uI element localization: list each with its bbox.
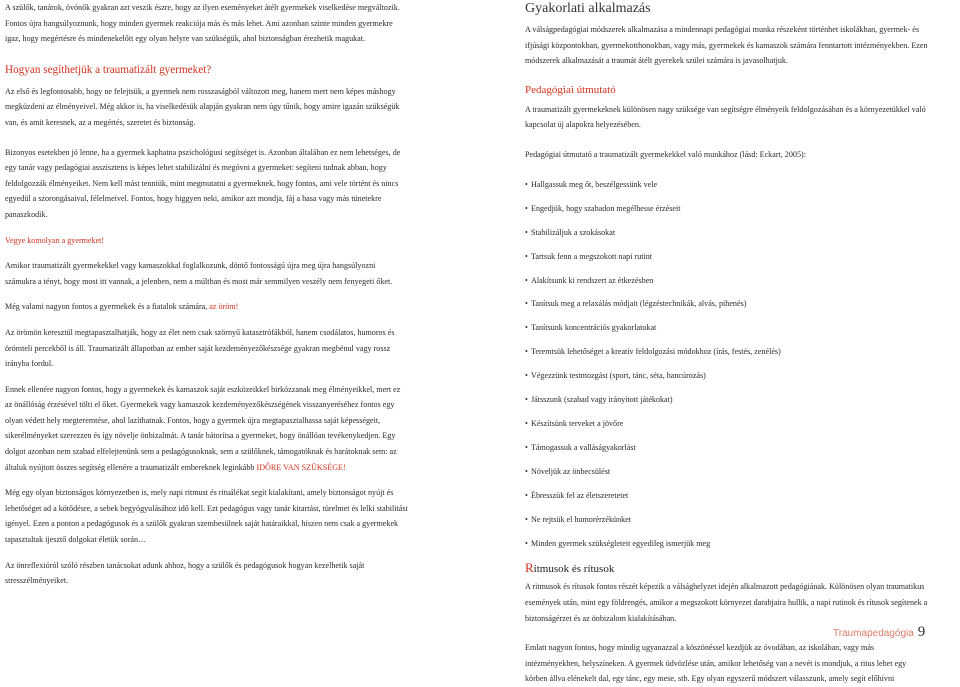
section-title-practice	[525, 0, 930, 18]
joy-text: Még valami nagyon fontos a gyermekek és a fiatalok számára,	[5, 302, 210, 312]
guideline-text: Támogassuk a valláságyakorlást	[531, 443, 636, 453]
bullet-icon: •	[525, 419, 528, 429]
bullet-icon: •	[525, 227, 528, 237]
guideline-text: Hallgassuk meg őt, beszélgessünk vele	[531, 179, 658, 189]
paragraph-traumatized-needs: A traumatizált gyermekeknek különösen nagy szüksége van segítségre élményeik feldolgozásában és a környezetükkel való kapcsolat új alapokra helyezésében.	[525, 104, 926, 130]
guideline-item	[525, 225, 930, 241]
title-rest: ati alkalmazás	[570, 1, 651, 16]
joy-emphasis: az öröm!	[209, 302, 239, 312]
time-needed-emphasis: IDŐRE VAN SZÜKSÉGE!	[256, 462, 346, 472]
page-footer	[833, 624, 925, 641]
title-cap: Gyakorl	[525, 1, 571, 16]
guideline-item	[525, 177, 930, 193]
paragraph-rhythms: A ritmusok és rítusok fontos részét képezik a válsághelyzet idején alkalmazott pedagógiának. Különösen olyan traumatikus események után, mint egy földrengés, amikor a megszokott környezet darabjaira hullik, a napi rutinok és rítusok segítenek a biztonságérzet és az önbizalom kialakításában.	[525, 582, 928, 623]
bullet-icon: •	[525, 443, 528, 453]
guideline-text: Engedjük, hogy szabadon megélhesse érzéseit	[531, 203, 681, 213]
guideline-text: Tanítsuk meg a relaxálás módjait (légzéstechnikák, alvás, pihenés)	[531, 299, 747, 309]
guideline-text: Ne rejtsük el humorérzékünket	[531, 515, 632, 525]
paragraph-greeting: Emlatt nagyon fontos, hogy mindig ugyanazzal a köszönéssel kezdjük az óvodában, az iskolában, vagy más intézményekben, helyszíneken. A gyermek üdvözlése után, amikor lehetőség van a nevét is mondjuk, a ritus lehet egy körben állva elénekelt dal, egy tánc, egy mese, stb. Egy olyan egyszerű módszert válasszunk, amely segít előhívni	[525, 643, 907, 684]
guideline-item	[525, 249, 930, 265]
bullet-icon: •	[525, 203, 528, 213]
paragraph-psychologist: Bizonyos esetekben jó lenne, ha a gyermek kaphatna pszichológusi segítséget is. Azonban általában ez nem lehetséges, de egy tanár vagy pedagógiai asszisztens is képes lehet stabilizálni és megóvni a gyermeket: segíteni tudnak abban, hogy feldolgozzák élményeiket. Nem kell mást tenniük, mint megmutatni a gyermeknek, hogy fontos, ami vele történt és nincs egyedül a szorongásaival, félelmeivel. Fontos, hogy higgyen neki, amikor azt mondja, fáj a hasa vagy más tünetekre panaszkodik.	[5, 147, 401, 219]
paragraph-present-moment: Amikor traumatizált gyermekekkel vagy kamaszokkal foglalkozunk, döntő fontosságú újra meg újra hangsúlyozni számukra a tényt, hogy most itt vannak, a jelenben, nem a múltban és most már semmilyen veszély nem fenyegeti őket.	[5, 261, 393, 286]
footer-label: Traumapedagógia	[833, 628, 914, 639]
paragraph-joy	[5, 299, 408, 315]
section-heading-rhythms	[525, 560, 930, 577]
right-column	[525, 0, 930, 687]
guideline-item	[525, 368, 930, 384]
guideline-item	[525, 536, 930, 552]
bullet-icon: •	[525, 371, 528, 381]
paragraph-first-important: Az első és legfontosabb, hogy ne felejtsük, a gyermek nem rosszaságból változott meg, hanem mert nem képes máshogy megküzdeni az élményeivel. Még akkor is, ha viselkedésük alapján gyakran nem úgy tűnik, hogy amire igazán szükségük van, és amit keresnek, az a megértés, szeretet és biztonság.	[5, 86, 400, 127]
page-number: 9	[917, 624, 926, 640]
bullet-icon: •	[525, 539, 528, 549]
bullet-icon: •	[525, 515, 528, 525]
guideline-text: Tartsuk fenn a megszokott napi rutint	[531, 251, 653, 261]
paragraph-through-joy: Az örömön keresztül megtapasztalhatják, hogy az élet nem csak szörnyű katasztrófákból, hanem csodálatos, humoros és örömteli percekből is áll. Traumatizált állapotban az ember saját kezdeményezőkészsége gyakran megbénul vagy rossz irányba fordul.	[5, 327, 395, 369]
bullet-icon: •	[525, 299, 528, 309]
guideline-item	[525, 464, 930, 480]
guideline-item	[525, 488, 930, 504]
guideline-text: Játsszunk (szabad vagy irányított játékokat)	[531, 395, 673, 405]
guideline-item	[525, 344, 930, 360]
callout-take-seriously: Vegye komolyan a gyermeket!	[5, 235, 105, 245]
heading-cap: R	[525, 560, 534, 576]
guideline-item	[525, 320, 930, 336]
guideline-item	[525, 273, 930, 289]
bullet-icon: •	[525, 251, 528, 261]
paragraph-own-means	[5, 382, 408, 476]
guideline-item	[525, 201, 930, 217]
bullet-icon: •	[525, 275, 528, 285]
guideline-text: Minden gyermek szükségleteit egyedileg ismerjük meg	[531, 539, 711, 549]
guideline-item	[525, 512, 930, 528]
paragraph-application: A válságpedagógiai módszerek alkalmazása a mindennapi pedagógiai munka részeként történhet iskolákban, gyermek- és ifjúsági központokban, gyermekotthonokban, vagy más, gyermekek és kamaszok számára fenntartott intézményekben. Ezen módszerek alkalmazását a traumát átélt gyerekek szülei számára is javasolhatjuk.	[525, 25, 928, 66]
bullet-icon: •	[525, 323, 528, 333]
paragraph-guide-intro: Pedagógiai útmutató a traumatizált gyermekekkel való munkához (lásd: Eckart, 2005):	[525, 149, 806, 159]
guideline-text: Teremtsük lehetőséget a kreatív feldolgozási módokhoz (írás, festés, zenélés)	[531, 347, 781, 357]
paragraph-safe-environment: Még egy olyan biztonságos környezetben is, mely napi ritmust és rituálékat segít kialakítani, amely biztonságot nyújt és lehetőséget ad a kötődésre, a sebek begyógyulásához idő kell. Ezt pedagógus vagy tanár kitartást, türelmet és lelki stabilitást igényel. Ezen a ponton a pedagógusok és a szülők gyakran szembesülnek saját határaikkal, hiszen nem csak a gyermekek tapasztaltak ijesztő dolgokat életük során…	[5, 488, 408, 545]
left-column	[5, 0, 408, 589]
guideline-item	[525, 296, 930, 312]
bullet-icon: •	[525, 347, 528, 357]
guideline-item	[525, 440, 930, 456]
bullet-icon: •	[525, 491, 528, 501]
paragraph-self-reflection: Az önreflexióról szóló részben tanácsokat adunk ahhoz, hogy a szülők és pedagógusok hogyan kezelhetik saját stresszélményeiket.	[5, 560, 365, 586]
own-means-text: Ennek ellenére nagyon fontos, hogy a gyermekek és kamaszok saját eszközeikkel birkózzanak meg élményeikkel, mert ez az önállóság érzésével tölti el őket. Gyermekek vagy kamaszok kezdeményezőkészségének visszanyeréséhez fontos egy olyan védett hely megteremtése, ahol lazíthatnak. Fontos, hogy a gyermek újra megtapasztalhassa saját képességeit, sikerélményeket szerezzen és így növelje önbizalmát. A tanár bátorítsa a gyermeket, hogy önállóan tevékenykedjen. Egy dolgot azonban nem szabad elfelejtenünk sem a pedagógusoknak, sem a szülőknek, támogatóknak és barátoknak sem: az általuk nyújtott összes segítség ellenére a traumatizált embereknek leginkább	[5, 384, 401, 472]
guideline-text: Alakítsunk ki rendszert az étkezésben	[531, 275, 654, 285]
guideline-item	[525, 416, 930, 432]
guideline-item	[525, 392, 930, 408]
intro-paragraph: A szülők, tanárok, óvónők gyakran azt veszik észre, hogy az ilyen eseményeket átélt gyermekek viselkedése megváltozik. Fontos újra hangsúlyoznunk, hogy minden gyermek reakciója más és más lehet. Ami azonban szinte minden gyermekre igaz, hogy megértésre és mindenekelőtt egy olyan helyre van szükségük, ahol biztonságban érezhetik magukat.	[5, 3, 400, 44]
guideline-text: Készítsünk terveket a jövőre	[531, 419, 624, 429]
guideline-text: Stabilizáljuk a szokásokat	[531, 227, 616, 237]
bullet-icon: •	[525, 467, 528, 477]
guideline-list	[525, 177, 930, 552]
guideline-text: Növeljük az önbecsülést	[531, 467, 611, 477]
section-heading-help: Hogyan segíthetjük a traumatizált gyermeket?	[5, 63, 212, 76]
section-heading-pedagogical-guide: Pedagógiai útmutató	[525, 83, 616, 96]
guideline-text: Végezzünk testmozgást (sport, tánc, séta, hancúrozás)	[531, 371, 706, 381]
guideline-text: Ébresszük fel az életszeretetet	[531, 491, 629, 501]
bullet-icon: •	[525, 395, 528, 405]
heading-rest: itmusok és rítusok	[533, 563, 615, 576]
bullet-icon: •	[525, 179, 528, 189]
guideline-text: Tanítsunk koncentrációs gyakorlatokat	[531, 323, 657, 333]
